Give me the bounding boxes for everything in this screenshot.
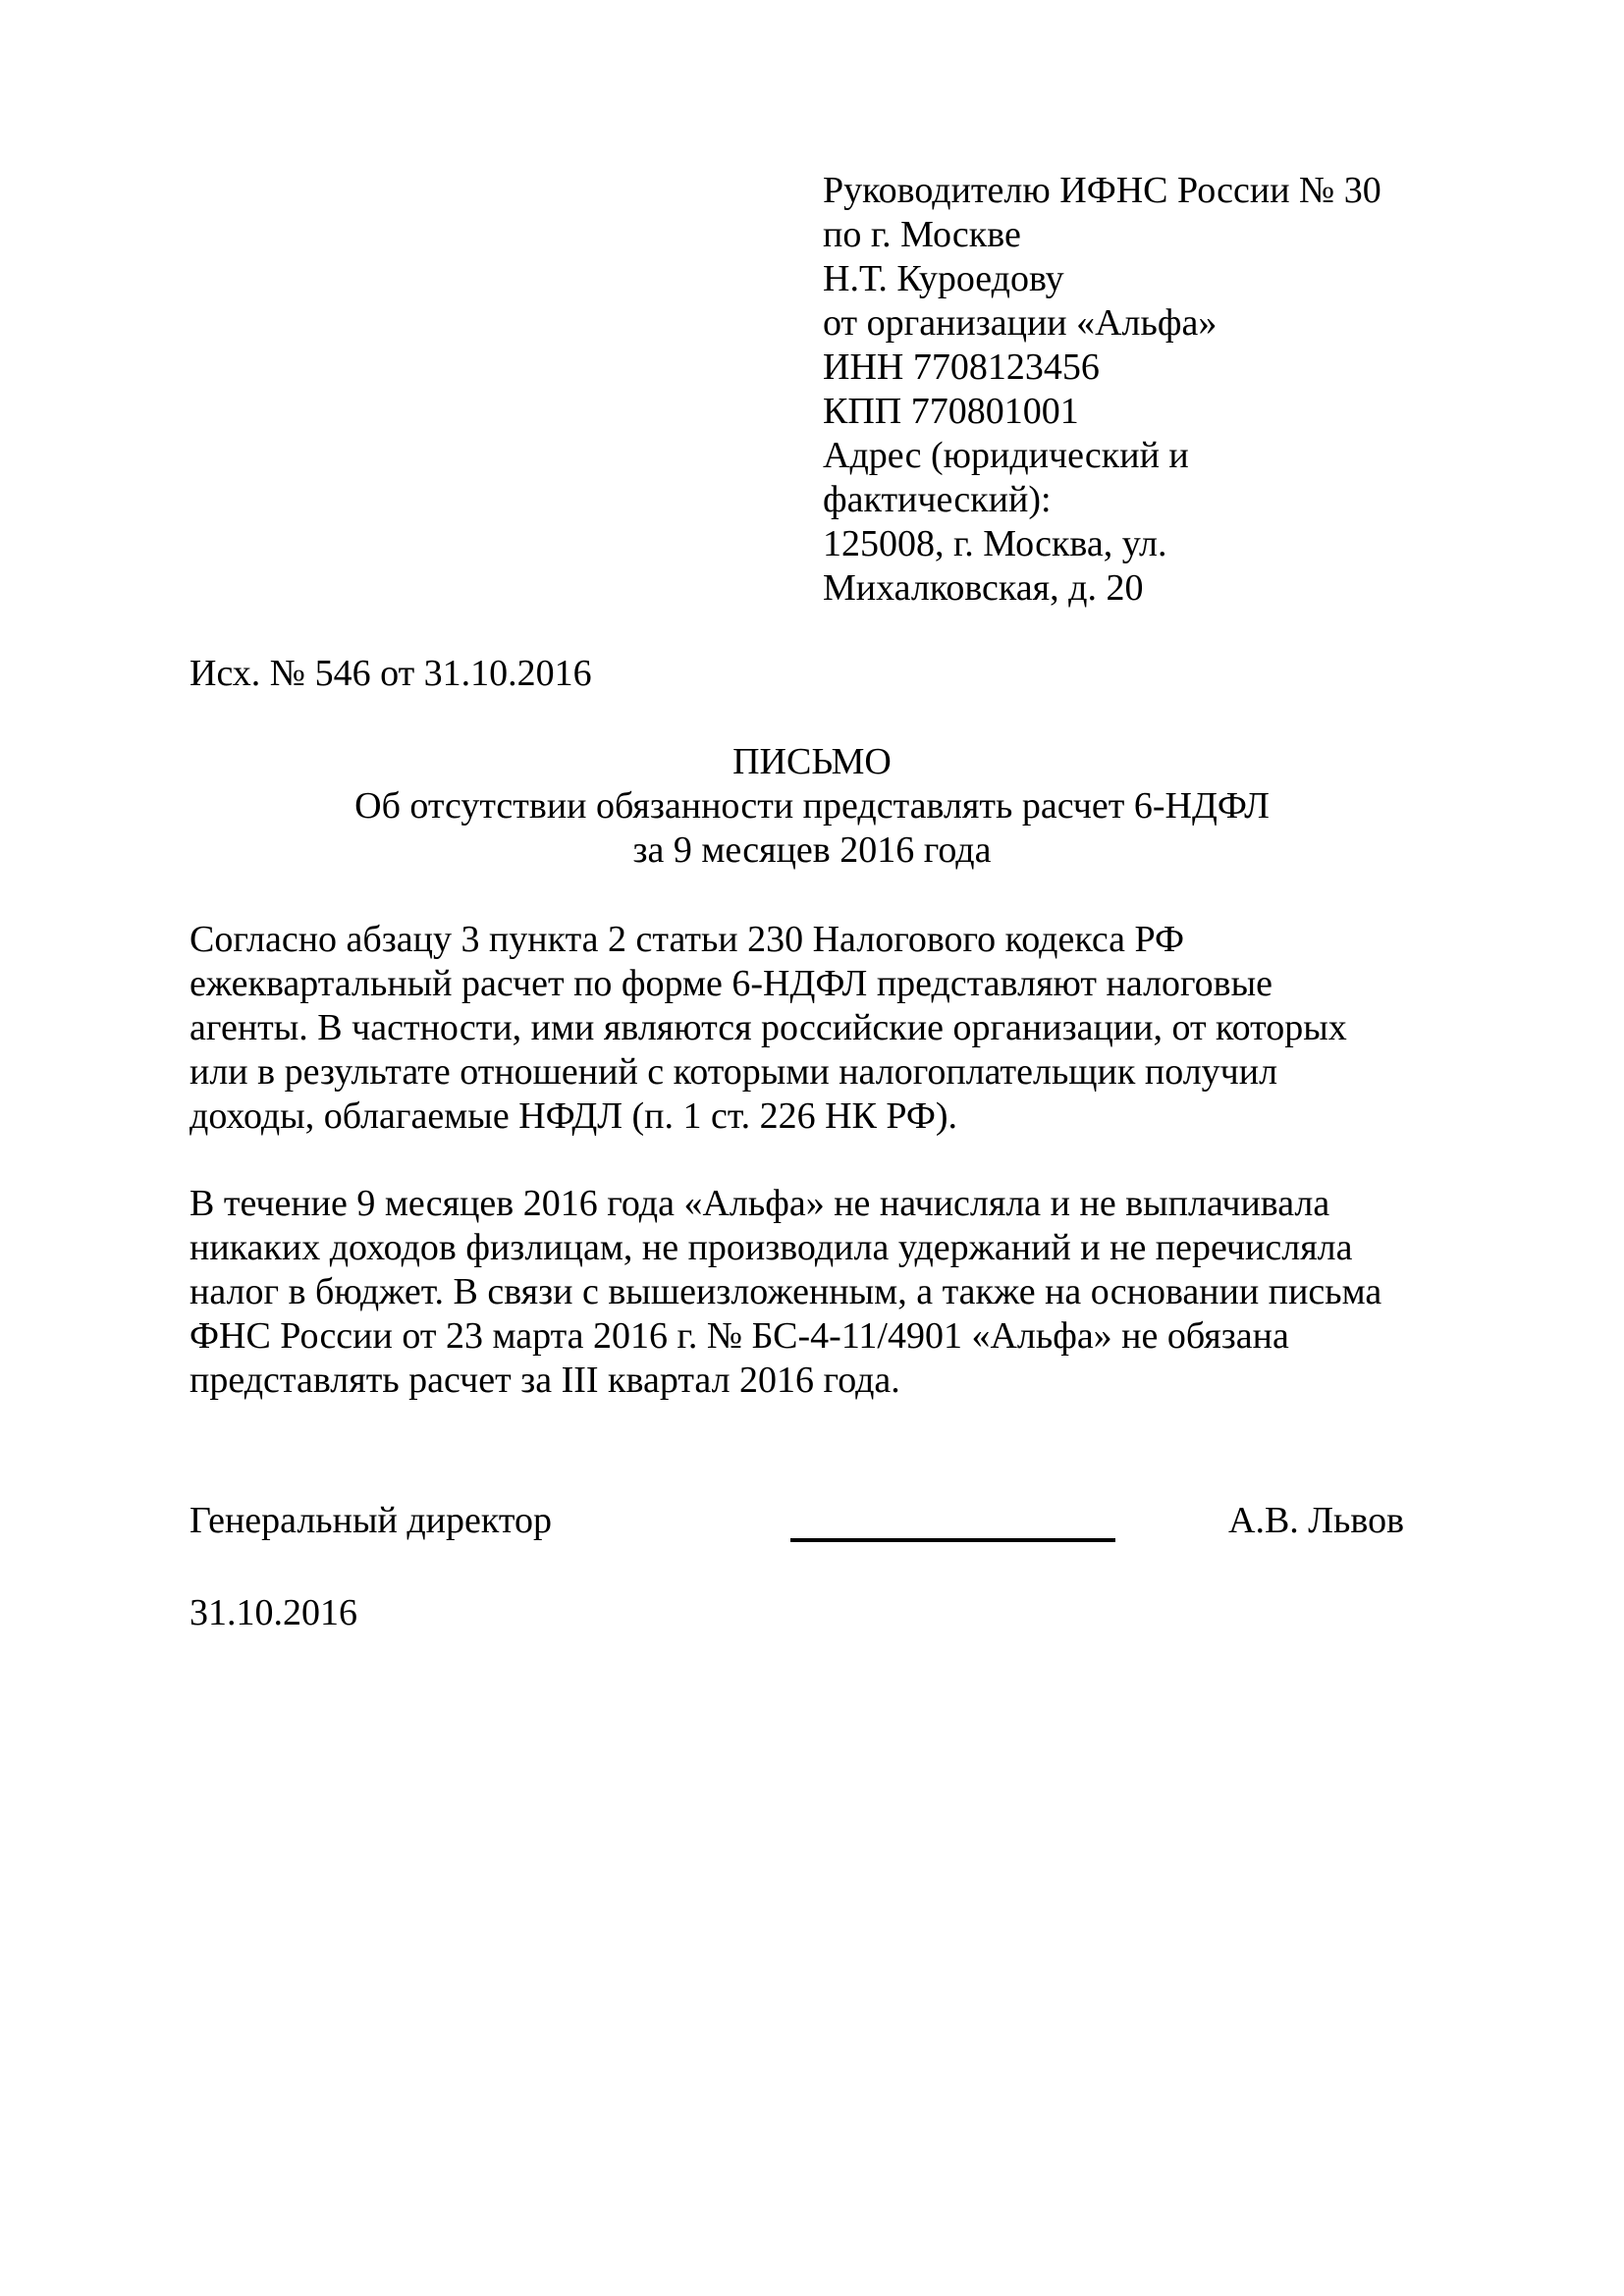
recipient-line: от организации «Альфа» — [823, 302, 1218, 344]
signature-position: Генеральный директор — [189, 1500, 552, 1541]
recipient-block — [823, 169, 1381, 611]
letter-heading: ПИСЬМО — [732, 741, 892, 782]
letter-subject-line: Об отсутствии обязанности представлять расчет 6-НДФЛ — [354, 785, 1270, 827]
signature-line — [790, 1538, 1115, 1542]
recipient-line: Михалковская, д. 20 — [823, 567, 1144, 609]
letter-subject-line: за 9 месяцев 2016 года — [632, 829, 992, 871]
recipient-line: КПП 770801001 — [823, 391, 1079, 432]
recipient-line: 125008, г. Москва, ул. — [823, 523, 1167, 564]
recipient-line: Н.Т. Куроедову — [823, 258, 1064, 299]
recipient-line: Адрес (юридический и — [823, 435, 1189, 476]
recipient-line: ИНН 7708123456 — [823, 347, 1100, 388]
body-line: представлять расчет за III квартал 2016 года. — [189, 1360, 900, 1401]
recipient-line: Руководителю ИФНС России № 30 — [823, 170, 1381, 211]
recipient-line: фактический): — [823, 479, 1052, 520]
title-block — [0, 740, 1624, 873]
paragraph — [189, 1182, 1381, 1403]
body-line: или в результате отношений с которыми налогоплательщик получил — [189, 1051, 1278, 1093]
letter-date: 31.10.2016 — [189, 1592, 357, 1633]
body-line: агенты. В частности, ими являются российские организации, от которых — [189, 1007, 1347, 1048]
recipient-line: по г. Москве — [823, 214, 1021, 255]
body-line: налог в бюджет. В связи с вышеизложенным, а также на основании письма — [189, 1271, 1382, 1312]
outgoing-reference: Исх. № 546 от 31.10.2016 — [189, 653, 592, 694]
body-line: ФНС России от 23 марта 2016 г. № БС-4-11/4901 «Альфа» не обязана — [189, 1315, 1289, 1357]
paragraph — [189, 918, 1347, 1139]
body-line: доходы, облагаемые НФДЛ (п. 1 ст. 226 НК РФ). — [189, 1095, 958, 1137]
body-line: никаких доходов физлицам, не производила удержаний и не перечисляла — [189, 1227, 1353, 1268]
body-line: ежеквартальный расчет по форме 6-НДФЛ представляют налоговые — [189, 963, 1273, 1004]
body-line: Согласно абзацу 3 пункта 2 статьи 230 Налогового кодекса РФ — [189, 919, 1185, 960]
body-line: В течение 9 месяцев 2016 года «Альфа» не начисляла и не выплачивала — [189, 1183, 1330, 1224]
signature-name: А.В. Львов — [1228, 1500, 1405, 1541]
